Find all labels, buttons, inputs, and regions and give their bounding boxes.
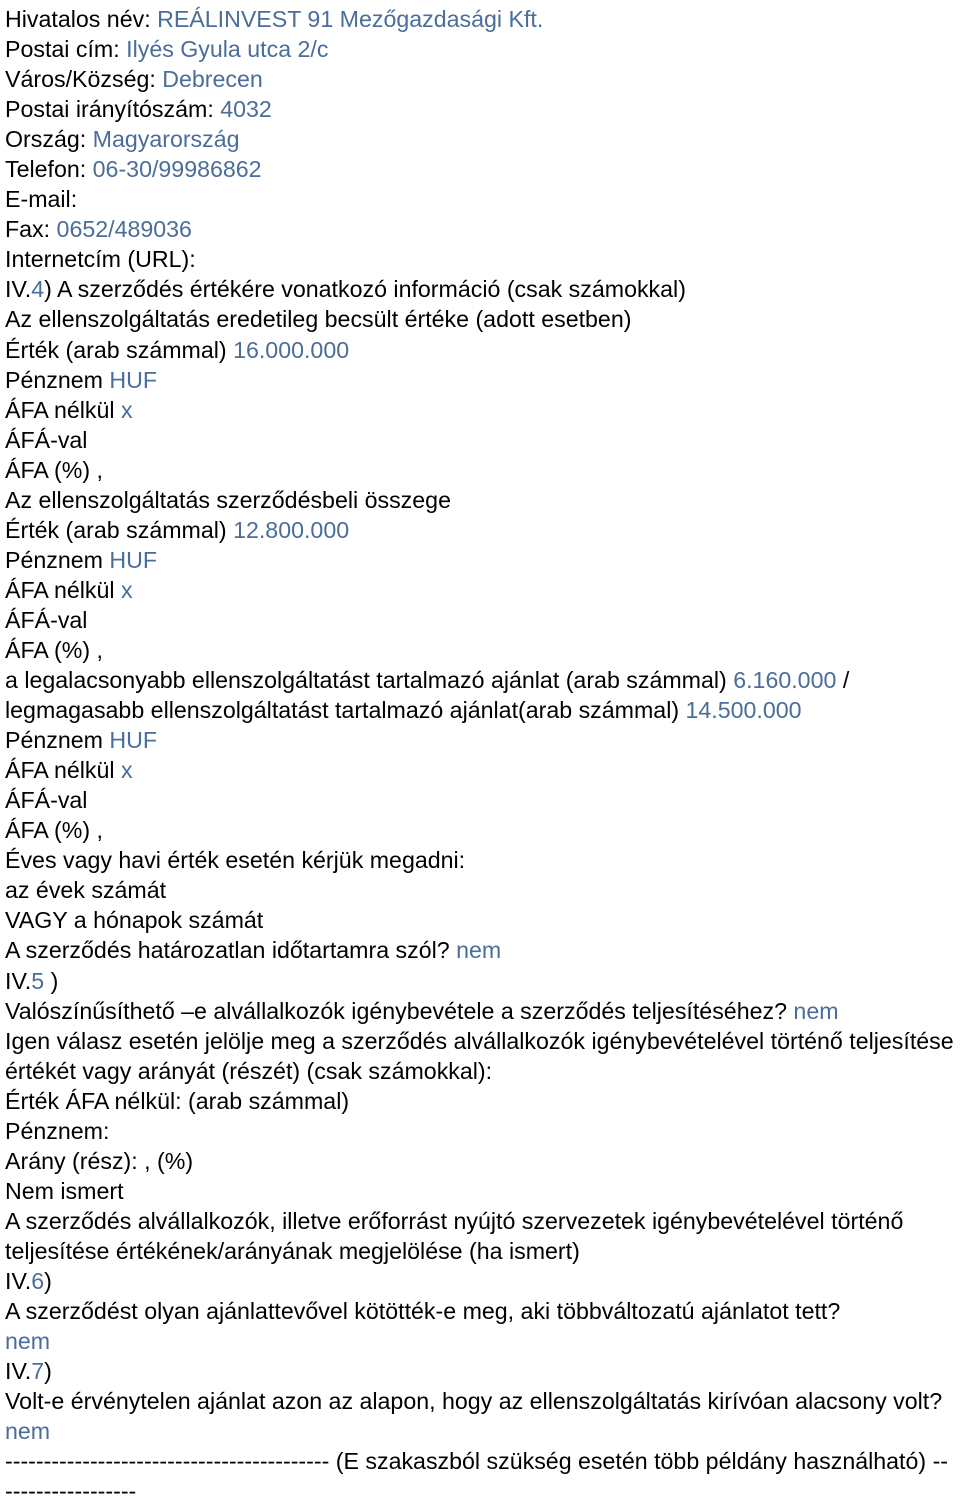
section-4-5-heading [5, 966, 955, 996]
unknown-label: Nem ismert [5, 1177, 124, 1204]
city-value: Debrecen [162, 66, 263, 93]
annual-question: Éves vagy havi érték esetén kérjük megadni: [5, 847, 466, 874]
vat-excluded-mark: x [121, 757, 133, 784]
vat-excluded-mark: x [121, 396, 133, 423]
official-name-label: Hivatalos név: [5, 6, 158, 32]
ratio-label: Arány (rész): , (%) [5, 1147, 194, 1174]
country-label: Ország: [5, 126, 93, 153]
footer-text: (E szakaszból szükség esetén több példány használható) [329, 1448, 933, 1475]
estimated-value-line [5, 335, 955, 365]
zip-value: 4032 [220, 96, 272, 123]
section-prefix: IV. [5, 967, 32, 994]
lowest-offer-value: 6.160.000 [733, 667, 837, 694]
highest-offer-label: legmagasabb ellenszolgáltatást tartalmazó ajánlat(arab számmal) [5, 697, 686, 724]
subcontractor-question-line [5, 996, 955, 1026]
section-prefix: IV. [5, 1358, 32, 1385]
vat-included-line: ÁFÁ-val [5, 606, 88, 633]
currency-label: Pénznem: [5, 1117, 110, 1144]
lowest-offer-line [5, 665, 955, 695]
footer-dashes-right: ------------------- [5, 1448, 949, 1505]
currency-line [5, 545, 955, 575]
subcontractor-answer: nem [793, 997, 839, 1024]
vat-excluded-line [5, 395, 955, 425]
footer-dashes-left: ------------------------------------------ [5, 1448, 330, 1475]
currency-line [5, 725, 955, 755]
section-number: 5 [31, 967, 45, 994]
vat-excluded-label: ÁFA nélkül [5, 576, 122, 603]
subcontractor-description: A szerződés alvállalkozók, illetve erőforrást nyújtó szervezetek igénybevételével történő teljesítése értékének/arányának megjelölése (ha ismert) [5, 1207, 904, 1264]
section-number: 6 [31, 1267, 45, 1294]
vat-included-line: ÁFÁ-val [5, 787, 88, 814]
currency-label: Pénznem [5, 366, 110, 393]
currency-value: HUF [109, 546, 158, 573]
currency-label: Pénznem [5, 546, 110, 573]
currency-value: HUF [109, 366, 158, 393]
highest-offer-line [5, 695, 955, 725]
section-prefix: IV. [5, 1267, 32, 1294]
fax-line [5, 214, 955, 244]
currency-line [5, 365, 955, 395]
vat-included-line: ÁFÁ-val [5, 426, 88, 453]
phone-line [5, 154, 955, 184]
contract-value: 12.800.000 [233, 516, 350, 543]
section-number: 7 [31, 1358, 45, 1385]
vat-percent-line: ÁFA (%) , [5, 817, 103, 844]
section-suffix: ) [44, 1358, 52, 1385]
indefinite-answer: nem [456, 937, 502, 964]
vat-excluded-line [5, 755, 955, 785]
subcontractor-question: Valószínűsíthető –e alvállalkozók igénybevétele a szerződés teljesítéséhez? [5, 997, 794, 1024]
abnormally-low-answer: nem [5, 1418, 51, 1445]
currency-value: HUF [109, 727, 158, 754]
vat-excluded-mark: x [121, 576, 133, 603]
estimated-value: 16.000.000 [233, 336, 350, 363]
section-prefix: IV. [5, 276, 32, 303]
phone-value: 06-30/99986862 [92, 156, 262, 183]
url-line [5, 244, 955, 274]
city-label: Város/Község: [5, 66, 163, 93]
value-label: Érték (arab számmal) [5, 336, 234, 363]
postal-address-label: Postai cím: [5, 36, 127, 63]
currency-label: Pénznem [5, 727, 110, 754]
url-label: Internetcím (URL): [5, 246, 196, 273]
indefinite-question-line [5, 935, 955, 965]
contract-value-title: Az ellenszolgáltatás szerződésbeli összege [5, 486, 451, 513]
slash-separator: / [836, 667, 850, 694]
vat-excluded-label: ÁFA nélkül [5, 396, 122, 423]
highest-offer-value: 14.500.000 [685, 697, 802, 724]
variant-offer-question: A szerződést olyan ajánlattevővel kötötték-e meg, aki többváltozatú ajánlatot tett? [5, 1298, 841, 1325]
postal-address-value: Ilyés Gyula utca 2/c [126, 36, 329, 63]
value-label: Érték (arab számmal) [5, 516, 234, 543]
vat-percent-line: ÁFA (%) , [5, 636, 103, 663]
section-suffix: ) [44, 1267, 52, 1294]
years-label: az évek számát [5, 877, 167, 904]
section-suffix: ) [44, 967, 59, 994]
zip-line [5, 94, 955, 124]
section-4-7-heading [5, 1356, 955, 1386]
footer-note [5, 1446, 955, 1506]
section-title: ) A szerződés értékére vonatkozó információ (csak számokkal) [44, 276, 686, 303]
city-line [5, 64, 955, 94]
section-number: 4 [31, 276, 45, 303]
subcontractor-instruction: Igen válasz esetén jelölje meg a szerződés alvállalkozók igénybevételével történő teljesítése értékét vagy arányát (részét) (csak számokkal): [5, 1027, 954, 1084]
abnormally-low-question-line [5, 1386, 955, 1446]
lowest-offer-label: a legalacsonyabb ellenszolgáltatást tartalmazó ajánlat (arab számmal) [5, 667, 734, 694]
email-label: E-mail: [5, 186, 78, 213]
contract-value-line [5, 515, 955, 545]
months-label: VAGY a hónapok számát [5, 907, 264, 934]
section-4-4-heading [5, 274, 955, 304]
value-excl-vat-label: Érték ÁFA nélkül: (arab számmal) [5, 1087, 350, 1114]
official-name-value: REÁLINVEST 91 Mezőgazdasági Kft. [157, 6, 544, 32]
vat-excluded-line [5, 575, 955, 605]
country-line [5, 124, 955, 154]
country-value: Magyarország [92, 126, 240, 153]
zip-label: Postai irányítószám: [5, 96, 221, 123]
fax-label: Fax: [5, 216, 57, 243]
variant-offer-answer: nem [5, 1328, 51, 1355]
phone-label: Telefon: [5, 156, 93, 183]
fax-value: 0652/489036 [56, 216, 192, 243]
estimated-value-title: Az ellenszolgáltatás eredetileg becsült értéke (adott esetben) [5, 306, 632, 333]
email-line [5, 184, 955, 214]
vat-percent-line: ÁFA (%) , [5, 456, 103, 483]
indefinite-question: A szerződés határozatlan időtartamra szól? [5, 937, 457, 964]
section-4-6-heading [5, 1266, 955, 1296]
official-name-line [5, 4, 955, 34]
postal-address-line [5, 34, 955, 64]
abnormally-low-question: Volt-e érvénytelen ajánlat azon az alapon, hogy az ellenszolgáltatás kirívóan alacsony volt? [5, 1388, 943, 1415]
vat-excluded-label: ÁFA nélkül [5, 757, 122, 784]
